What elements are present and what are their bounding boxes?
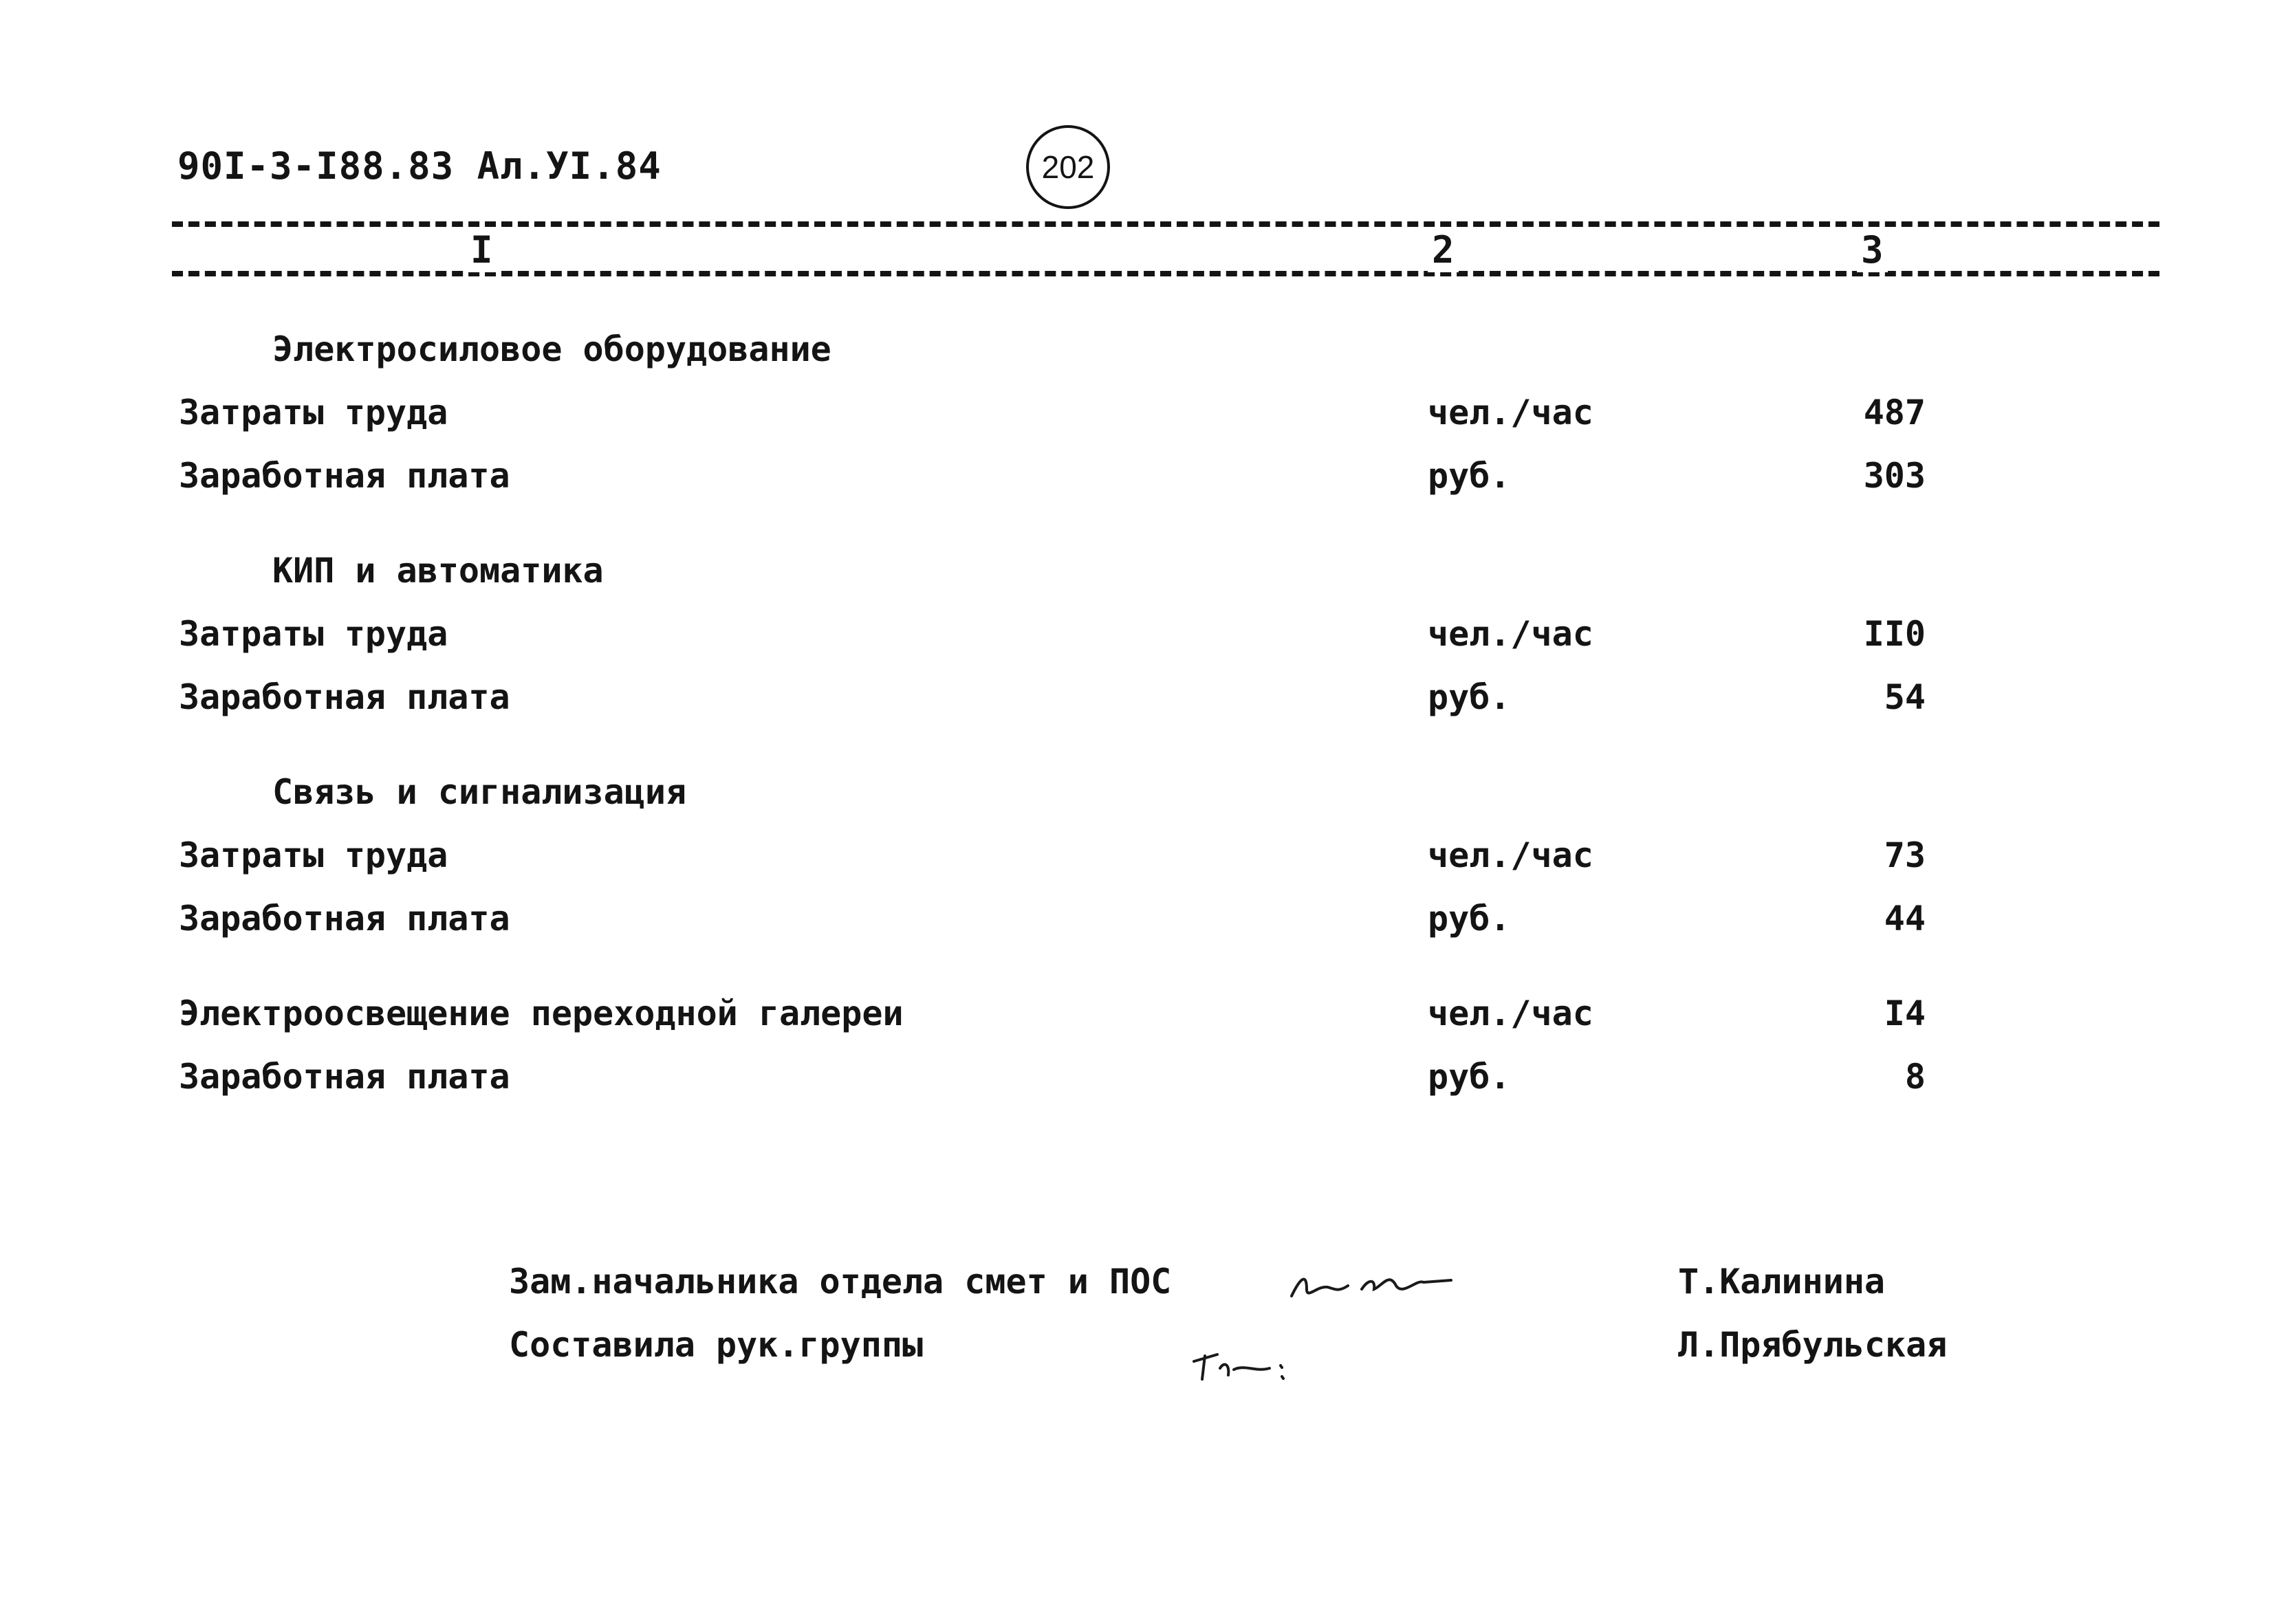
row-unit: руб. [1428,899,1511,939]
row-value: 44 [1884,899,1926,939]
signer-title: Зам.начальника отдела смет и ПОС [509,1262,1172,1302]
column-header-2: 2 [1428,228,1459,272]
row-label: Заработная плата [179,677,510,717]
signer-name: Т.Калинина [1678,1262,1886,1302]
signer-name: Л.Прябульская [1678,1325,1948,1365]
row-value: 54 [1884,677,1926,717]
signer-title: Составила рук.группы [509,1325,924,1365]
row-value: 73 [1884,835,1926,875]
column-header-3: 3 [1857,228,1888,272]
row-label: Затраты труда [179,835,448,875]
section-title: Электросиловое оборудование [272,329,831,369]
row-unit: чел./час [1428,614,1593,654]
row-unit: руб. [1428,456,1511,496]
column-header-1: I [466,228,497,272]
row-label: Заработная плата [179,899,510,939]
row-unit: чел./час [1428,393,1593,432]
row-label: Заработная плата [179,1057,510,1097]
row-value: 8 [1904,1057,1926,1097]
row-unit: чел./час [1428,994,1593,1033]
section-title: Связь и сигнализация [272,772,687,812]
row-unit: чел./час [1428,835,1593,875]
section-title: КИП и автоматика [272,551,604,591]
row-label: Заработная плата [179,456,510,496]
handwritten-signature-1 [1286,1258,1458,1313]
row-value: II0 [1863,614,1926,654]
row-unit: руб. [1428,1057,1511,1097]
row-value: 487 [1863,393,1926,432]
handwritten-signature-2 [1190,1334,1307,1389]
row-unit: руб. [1428,677,1511,717]
document-code: 90I-3-I88.83 Ал.УI.84 [177,144,662,188]
dashed-rule-top [172,221,2159,227]
row-value: I4 [1884,994,1926,1033]
page-number: 202 [1041,149,1095,185]
row-label: Затраты труда [179,614,448,654]
row-label: Электроосвещение переходной галереи [179,994,904,1033]
page-number-circle [1026,125,1110,209]
row-value: 303 [1863,456,1926,496]
row-label: Затраты труда [179,393,448,432]
